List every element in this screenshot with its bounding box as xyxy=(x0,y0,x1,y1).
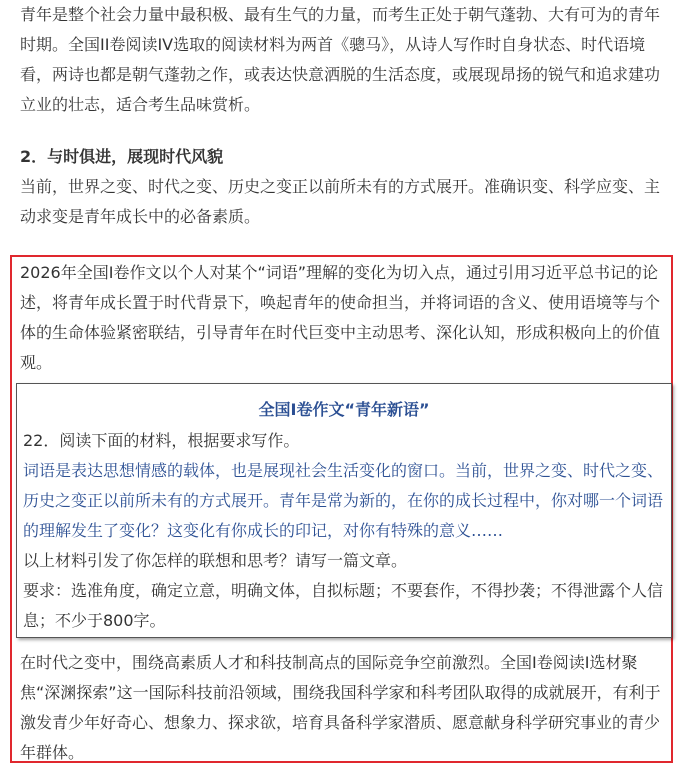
essay-prompt-requirements: 要求：选准角度，确定立意，明确文体，自拟标题；不要套作，不得抄袭；不得泄露个人信息；不少于800字。 xyxy=(23,581,664,630)
essay-prompt-material: 词语是表达思想情感的载体，也是展现社会生活变化的窗口。当前，世界之变、时代之变、历史之变正以前所未有的方式展开。青年是常为新的，在你的成长过程中，你对哪一个词语的理解发生了变化？这变化有你成长的印记，对你有特殊的意义…… xyxy=(23,461,664,540)
section-paragraph: 当前，世界之变、时代之变、历史之变正以前所未有的方式展开。准确识变、科学应变、主动求变是青年成长中的必备素质。 xyxy=(20,177,661,226)
intro-paragraph: 青年是整个社会力量中最积极、最有生气的力量，而考生正处于朝气蓬勃、大有可为的青年时期。全国II卷阅读IV选取的阅读材料为两首《骢马》，从诗人写作时自身状态、时代语境看，两诗也都是朝气蓬勃之作，或表达快意洒脱的生活态度，或展现昂扬的锐气和追求建功立业的壮志，适合考生品味赏析。 xyxy=(20,5,661,114)
highlight-paragraph-top: 2026年全国I卷作文以个人对某个“词语”理解的变化为切入点，通过引用习近平总书记的论述，将青年成长置于时代背景下，唤起青年的使命担当，并将词语的含义、使用语境等与个体的生命体验紧密联结，引导青年在时代巨变中主动思考、深化认知，形成积极向上的价值观。 xyxy=(20,263,661,372)
essay-prompt-box xyxy=(16,383,672,638)
essay-prompt-question: 以上材料引发了你怎样的联想和思考？请写一篇文章。 xyxy=(23,551,408,570)
highlight-paragraph-bottom: 在时代之变中，围绕高素质人才和科技制高点的国际竞争空前激烈。全国I卷阅读I选材聚焦“深渊探索”这一国际科技前沿领域，围绕我国科学家和科考团队取得的成就展开，有利于激发青少年好奇心、想象力、探求欲，培育具备科学家潜质、愿意献身科学研究事业的青少年群体。 xyxy=(20,653,661,762)
section-heading: 2．与时俱进，展现时代风貌 xyxy=(20,147,224,166)
essay-prompt-title: 全国I卷作文“青年新语” xyxy=(258,400,430,419)
essay-prompt-instruction: 22．阅读下面的材料，根据要求写作。 xyxy=(23,431,300,450)
